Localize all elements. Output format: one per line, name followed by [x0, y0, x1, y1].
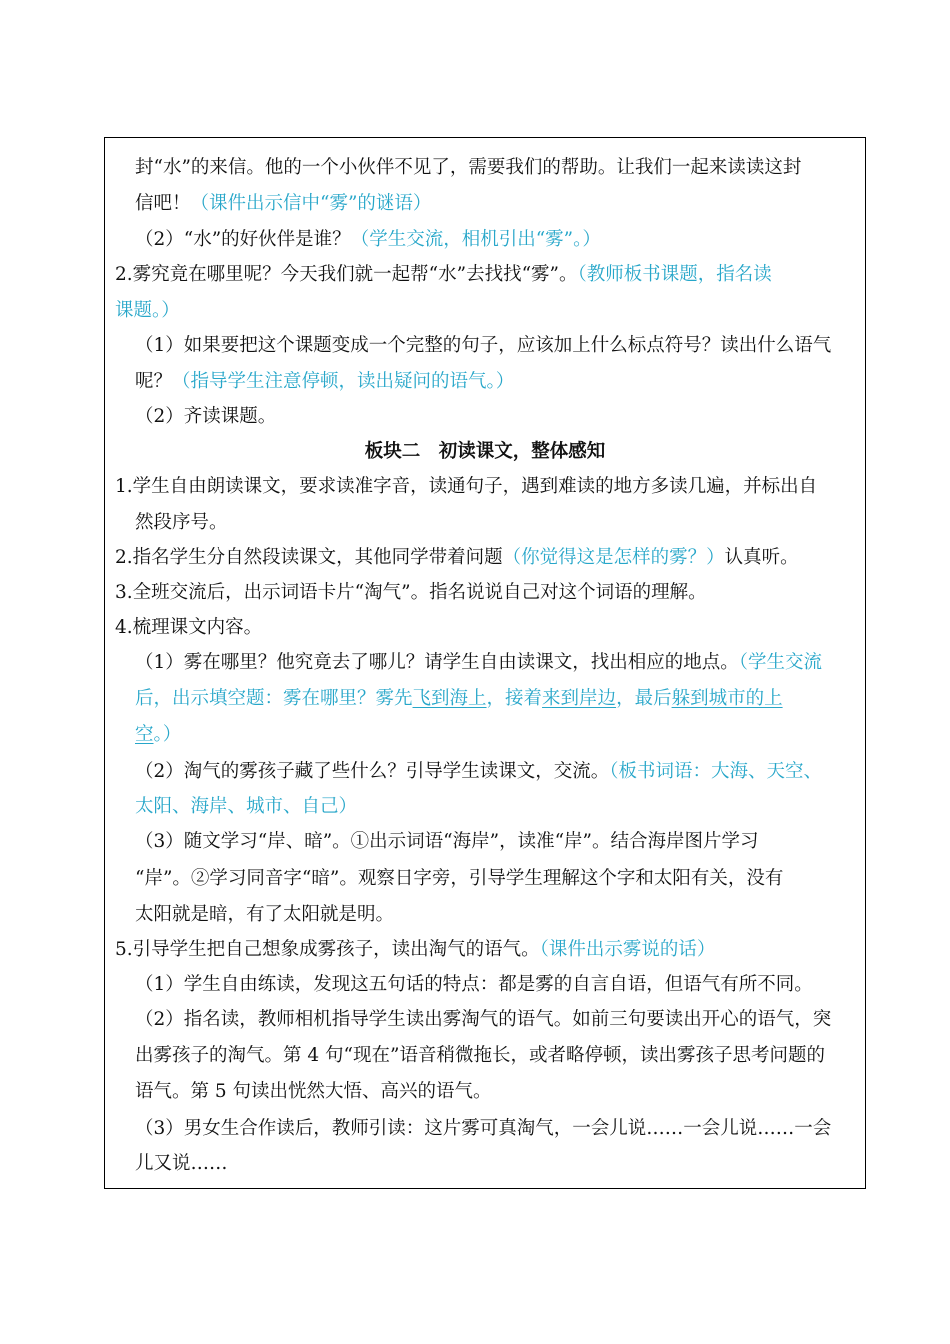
highlighted-span: （板书词语：大海、天空、 [609, 761, 823, 782]
text-span: 1.学生自由朗读课文，要求读准字音，读通句子，遇到难读的地方多读几遍，并标出自 [115, 476, 818, 497]
text-line [105, 684, 865, 714]
text-span: （1）学生自由练读，发现这五句话的特点：都是雾的自言自语，但语气有所不同。 [135, 974, 813, 995]
text-span: 3.全班交流后，出示词语卡片“淘气”。指名说说自己对这个词语的理解。 [115, 582, 707, 603]
text-span: 5.引导学生把自己想象成雾孩子，读出淘气的语气。 [115, 939, 540, 960]
text-line [105, 543, 865, 573]
content-table-cell [104, 137, 866, 1189]
text-line [105, 720, 865, 750]
text-span: 然段序号。 [135, 512, 228, 533]
text-span: 4.梳理课文内容。 [115, 617, 263, 638]
text-line [105, 757, 865, 787]
text-span: 2.雾究竟在哪里呢？今天我们就一起帮“水”去找找“雾”。 [115, 264, 578, 285]
text-line [105, 1149, 865, 1179]
text-line [105, 864, 865, 894]
text-span: 板块二 初读课文，整体感知 [364, 441, 606, 462]
text-span: （1）雾在哪里？他究竟去了哪儿？请学生自由读课文，找出相应的地点。 [135, 652, 739, 673]
text-line [105, 260, 865, 290]
text-span: 信吧！ [135, 193, 191, 214]
text-line [105, 1041, 865, 1071]
text-span: 认真听。 [724, 547, 799, 568]
text-span: 太阳就是暗，有了太阳就是明。 [135, 904, 395, 925]
text-span: 2.指名学生分自然段读课文，其他同学带着问题 [115, 547, 503, 568]
text-line [105, 331, 865, 361]
text-line [105, 935, 865, 965]
text-line [105, 827, 865, 857]
text-line [105, 900, 865, 930]
text-span: 封“水”的来信。他的一个小伙伴不见了，需要我们的帮助。让我们一起来读读这封 [135, 157, 802, 178]
highlighted-span: ，最后 [616, 688, 672, 709]
highlighted-span: 后，出示填空题：雾在哪里？雾先 [135, 688, 413, 709]
text-line [105, 153, 865, 183]
text-line [105, 367, 865, 397]
highlighted-span: （学生交流，相机引出“雾”。） [350, 229, 601, 250]
highlighted-span: （课件出示信中“雾”的谜语） [190, 193, 432, 214]
highlighted-underlined-span: 来到岸边 [542, 688, 617, 709]
text-line [105, 1077, 865, 1107]
text-span: （2）“水”的好伙伴是谁？ [135, 229, 351, 250]
text-line [105, 1005, 865, 1035]
text-line [105, 225, 865, 255]
text-span: “岸”。②学习同音字“暗”。观察日字旁，引导学生理解这个字和太阳有关，没有 [135, 868, 784, 889]
text-line [105, 970, 865, 1000]
highlighted-span: （教师板书课题，指名读 [577, 264, 772, 285]
text-line [105, 402, 865, 432]
text-span: （2）淘气的雾孩子藏了些什么？引导学生读课文，交流。 [135, 761, 610, 782]
highlighted-span: 课题。） [115, 300, 180, 321]
text-span: 儿又说…… [135, 1153, 228, 1174]
text-line [105, 792, 865, 822]
text-line [105, 1114, 865, 1144]
text-span: （3）男女生合作读后，教师引读：这片雾可真淘气，一会儿说……一会儿说……一会 [135, 1118, 832, 1139]
text-line [105, 648, 865, 678]
highlighted-span: ，接着 [486, 688, 543, 709]
text-line [105, 189, 865, 219]
text-span: 呢？ [135, 371, 173, 392]
text-span: （2）齐读课题。 [135, 406, 277, 427]
text-line [105, 472, 865, 502]
section-heading [105, 437, 865, 467]
text-line [105, 296, 865, 326]
text-line [105, 613, 865, 643]
text-line [105, 578, 865, 608]
highlighted-span: 。） [153, 724, 182, 745]
highlighted-underlined-span: 躲到城市的上 [671, 688, 783, 709]
highlighted-span: （你觉得这是怎样的雾？） [502, 547, 725, 568]
highlighted-span: （课件出示雾说的话） [539, 939, 716, 960]
highlighted-span: （学生交流 [738, 652, 823, 673]
text-span: （3）随文学习“岸、暗”。①出示词语“海岸”，读准“岸”。结合海岸图片学习 [135, 831, 759, 852]
text-span: 出雾孩子的淘气。第 4 句“现在”语音稍微拖长，或者略停顿，读出雾孩子思考问题的 [135, 1045, 825, 1066]
text-span: （1）如果要把这个课题变成一个完整的句子，应该加上什么标点符号？读出什么语气 [135, 335, 832, 356]
highlighted-span: 太阳、海岸、城市、自己） [135, 796, 358, 817]
text-line [105, 508, 865, 538]
highlighted-span: （指导学生注意停顿，读出疑问的语气。） [172, 371, 515, 392]
highlighted-underlined-span: 飞到海上 [412, 688, 487, 709]
text-span: 语气。第 5 句读出恍然大悟、高兴的语气。 [135, 1081, 492, 1102]
highlighted-underlined-span: 空 [135, 724, 154, 745]
text-span: （2）指名读，教师相机指导学生读出雾淘气的语气。如前三句要读出开心的语气，突 [135, 1009, 832, 1030]
